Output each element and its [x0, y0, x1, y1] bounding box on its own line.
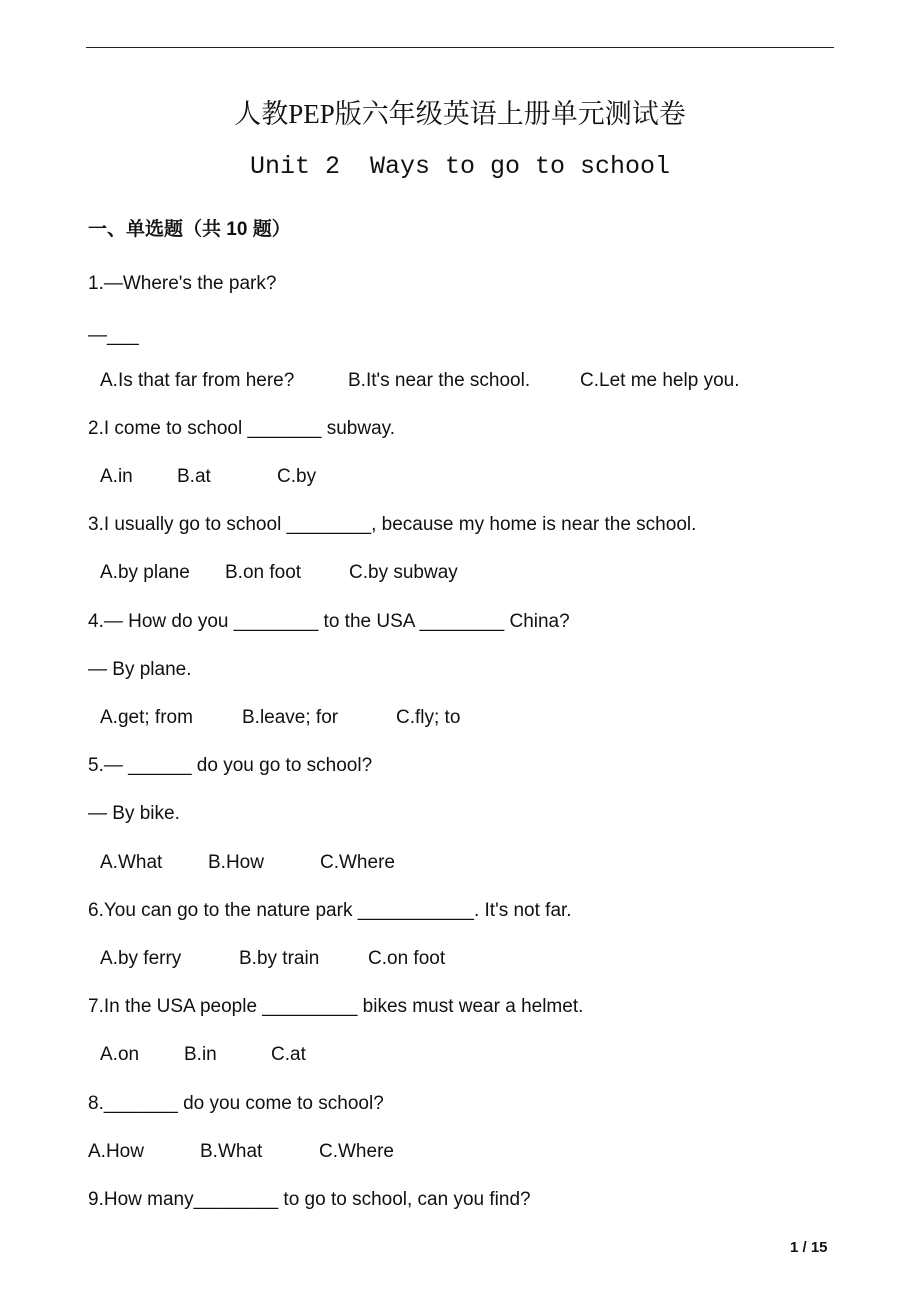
question-3-options	[100, 562, 458, 584]
document-title: 人教PEP版六年级英语上册单元测试卷	[234, 99, 686, 129]
option-c[interactable]: C.Let me help you.	[580, 370, 740, 391]
option-a[interactable]: A.by ferry	[100, 948, 182, 969]
header-rule	[86, 47, 834, 48]
option-c[interactable]: C.on foot	[368, 948, 446, 969]
question-4-options	[100, 707, 460, 729]
option-b[interactable]: B.by train	[239, 948, 320, 969]
section-heading: 一、单选题（共 10 题）	[88, 219, 291, 240]
option-c[interactable]: C.by subway	[349, 562, 458, 583]
option-a[interactable]: A.Is that far from here?	[100, 370, 295, 391]
question-6-options	[100, 948, 445, 970]
page-number: 1 / 15	[790, 1239, 828, 1256]
question-7-stem: 7.In the USA people _________ bikes must wear a helmet.	[88, 996, 584, 1017]
question-8-options	[88, 1141, 394, 1163]
option-b[interactable]: B.What	[200, 1141, 263, 1162]
option-b[interactable]: B.on foot	[225, 562, 302, 583]
document-subtitle: Unit 2 Ways to go to school	[249, 152, 671, 181]
option-a[interactable]: A.get; from	[100, 707, 193, 728]
question-9-stem: 9.How many________ to go to school, can you find?	[88, 1189, 531, 1210]
option-c[interactable]: C.Where	[320, 852, 395, 873]
option-c[interactable]: C.at	[271, 1044, 306, 1065]
option-a[interactable]: A.on	[100, 1044, 140, 1065]
question-8-stem: 8._______ do you come to school?	[88, 1093, 384, 1114]
option-b[interactable]: B.leave; for	[242, 707, 339, 728]
option-b[interactable]: B.at	[177, 466, 211, 487]
option-b[interactable]: B.It's near the school.	[348, 370, 531, 391]
question-1-stem: 1.—Where's the park?	[88, 273, 277, 294]
option-a[interactable]: A.by plane	[100, 562, 190, 583]
question-1-options	[100, 370, 739, 392]
question-6-stem: 6.You can go to the nature park ___________. It's not far.	[88, 900, 572, 921]
question-5-stem: 5.— ______ do you go to school?	[88, 755, 373, 776]
option-a[interactable]: A.What	[100, 852, 163, 873]
question-5-options	[100, 852, 395, 874]
question-4-stem: 4.— How do you ________ to the USA ________ China?	[88, 611, 570, 632]
question-4-response: — By plane.	[88, 659, 192, 680]
option-c[interactable]: C.by	[277, 466, 317, 487]
question-5-response: — By bike.	[88, 803, 180, 824]
question-7-options	[100, 1044, 306, 1066]
option-a[interactable]: A.in	[100, 466, 133, 487]
question-2-options	[100, 466, 316, 488]
question-3-stem: 3.I usually go to school ________, because my home is near the school.	[88, 514, 697, 535]
option-c[interactable]: C.Where	[319, 1141, 394, 1162]
option-c[interactable]: C.fly; to	[396, 707, 461, 728]
option-b[interactable]: B.in	[184, 1044, 217, 1065]
question-2-stem: 2.I come to school _______ subway.	[88, 418, 396, 439]
question-1-response: —___	[88, 325, 139, 346]
option-a[interactable]: A.How	[88, 1141, 144, 1162]
option-b[interactable]: B.How	[208, 852, 264, 873]
